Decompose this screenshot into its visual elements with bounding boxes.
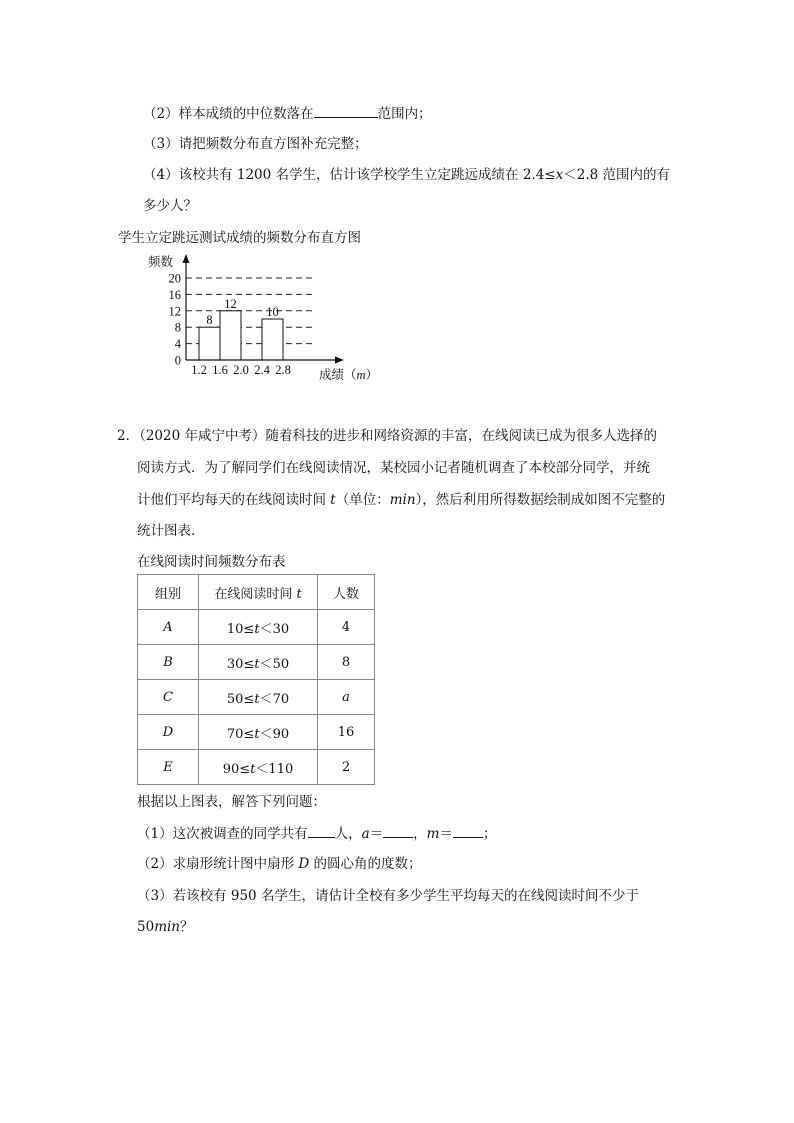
table-row: [138, 610, 375, 645]
histogram-bar: [220, 311, 241, 360]
cell-range: 50≤t＜70: [199, 680, 318, 715]
cell-count: 16: [318, 715, 375, 750]
q2-prompt: 根据以上图表，解答下列问题：: [137, 794, 326, 810]
var-a: a: [361, 826, 370, 842]
q2-sub3-number: 50: [137, 919, 155, 935]
x-tick-label: 2.0: [233, 363, 249, 377]
x-tick-label: 2.8: [275, 363, 291, 377]
header-time: 在线阅读时间 t: [199, 575, 318, 610]
table-title: 在线阅读时间频数分布表: [137, 554, 286, 570]
cell-group: B: [138, 645, 199, 680]
cell-range: 90≤t＜110: [199, 750, 318, 785]
y-tick-label: 12: [168, 304, 181, 319]
x-axis-arrow: [335, 357, 344, 364]
var-t: t: [330, 492, 336, 508]
x-axis-label: [319, 367, 378, 382]
var-d: D: [298, 856, 310, 872]
cell-group: C: [138, 680, 199, 715]
x-axis-label-unit: m: [356, 368, 366, 382]
q2-sub1-end: ；: [482, 826, 497, 842]
answer-blank-a[interactable]: [383, 823, 413, 838]
cell-group: A: [138, 610, 199, 645]
header-group: 组别: [138, 575, 199, 610]
q2-line2: 阅读方式．为了解同学们在线阅读情况，某校园小记者随机调查了本校部分同学，并统: [137, 460, 650, 476]
cell-group: D: [138, 715, 199, 750]
q2-sub1-unit: 人，: [334, 826, 362, 842]
unit-min-2: min: [154, 919, 181, 935]
bar-value-label: 8: [206, 313, 213, 328]
q2-sub2-tail: 的圆心角的度数；: [309, 856, 422, 872]
table-row: [138, 645, 375, 680]
equals-m: ＝: [439, 826, 453, 842]
cell-count: a: [318, 680, 375, 715]
q2-sub1-comma: ，: [413, 826, 427, 842]
table-row: [138, 680, 375, 715]
q2-sub1-text: （1）这次被调查的同学共有: [137, 826, 308, 842]
q2-sub3-question-mark: ？: [180, 919, 194, 935]
q2-line3-text: 计他们平均每天的在线阅读时间: [137, 492, 331, 508]
y-tick-label: 4: [174, 337, 181, 352]
answer-blank-m[interactable]: [453, 823, 483, 838]
y-tick-label: 20: [168, 271, 181, 286]
x-tick-label: 1.6: [212, 363, 228, 377]
y-axis-arrow: [183, 254, 190, 263]
var-x: x: [555, 167, 564, 183]
answer-blank-total[interactable]: [308, 823, 335, 838]
cell-count: 8: [318, 645, 375, 680]
q2-line1: 2．（2020 年咸宁中考）随着科技的进步和网络资源的丰富，在线阅读已成为很多人选择的: [117, 428, 657, 444]
y-tick-label: 16: [168, 287, 181, 302]
q2-sub3: （3）若该校有 950 名学生，请估计全校有多少学生平均每天的在线阅读时间不少于: [137, 888, 639, 904]
frequency-table: [137, 574, 375, 785]
cell-range: 70≤t＜90: [199, 715, 318, 750]
q1-part4-line2: 多少人？: [143, 198, 197, 214]
chart-title: 学生立定跳远测试成绩的频数分布直方图: [118, 230, 361, 246]
q2-line3-tail: ），然后利用所得数据绘制成如图不完整的: [415, 492, 666, 508]
unit-min: min: [389, 492, 416, 508]
var-m: m: [426, 826, 440, 842]
q2-sub2-text: （2）求扇形统计图中扇形: [137, 856, 299, 872]
q1-part2: [143, 103, 432, 124]
q1-part4-tail: ＜2.8 范围内的有: [563, 167, 670, 183]
header-count: 人数: [318, 575, 375, 610]
q2-sub3-line2: [137, 917, 194, 937]
q2-line3-unit-open: （单位：: [335, 492, 390, 508]
table-row: [138, 750, 375, 785]
q1-part4-text: （4）该校共有 1200 名学生，估计该学校学生立定跳远成绩在 2.4≤: [143, 167, 556, 183]
histogram-bar: [199, 327, 220, 360]
histogram-bar: [262, 319, 283, 360]
y-tick-label: 8: [174, 320, 181, 335]
table-header-row: [138, 575, 375, 610]
y-tick-label: 0: [174, 353, 181, 368]
cell-count: 4: [318, 610, 375, 645]
equals-a: ＝: [369, 826, 384, 842]
q1-part3: （3）请把频数分布直方图补充完整；: [143, 136, 368, 152]
cell-count: 2: [318, 750, 375, 785]
table-row: [138, 715, 375, 750]
q2-line4: 统计图表．: [137, 523, 205, 539]
y-axis-label: 频数: [148, 255, 174, 269]
x-tick-label: 1.2: [191, 363, 207, 377]
bar-value-label: 10: [266, 305, 279, 319]
cell-range: 30≤t＜50: [199, 645, 318, 680]
histogram-chart: [112, 246, 402, 386]
q2-sub1: [137, 823, 496, 844]
cell-range: 10≤t＜30: [199, 610, 318, 645]
x-axis-label-text: 成绩（: [319, 368, 357, 382]
x-axis-label-close: ）: [365, 368, 379, 382]
q1-part2-text: （2）样本成绩的中位数落在: [143, 106, 314, 122]
q1-part2-tail: 范围内；: [377, 106, 432, 122]
answer-blank[interactable]: [314, 103, 378, 118]
q2-sub2: [137, 854, 422, 874]
bar-value-label: 12: [224, 296, 237, 311]
x-tick-label: 2.4: [254, 363, 270, 377]
q1-part4: [143, 165, 670, 185]
q2-line3: [137, 490, 665, 510]
cell-group: E: [138, 750, 199, 785]
